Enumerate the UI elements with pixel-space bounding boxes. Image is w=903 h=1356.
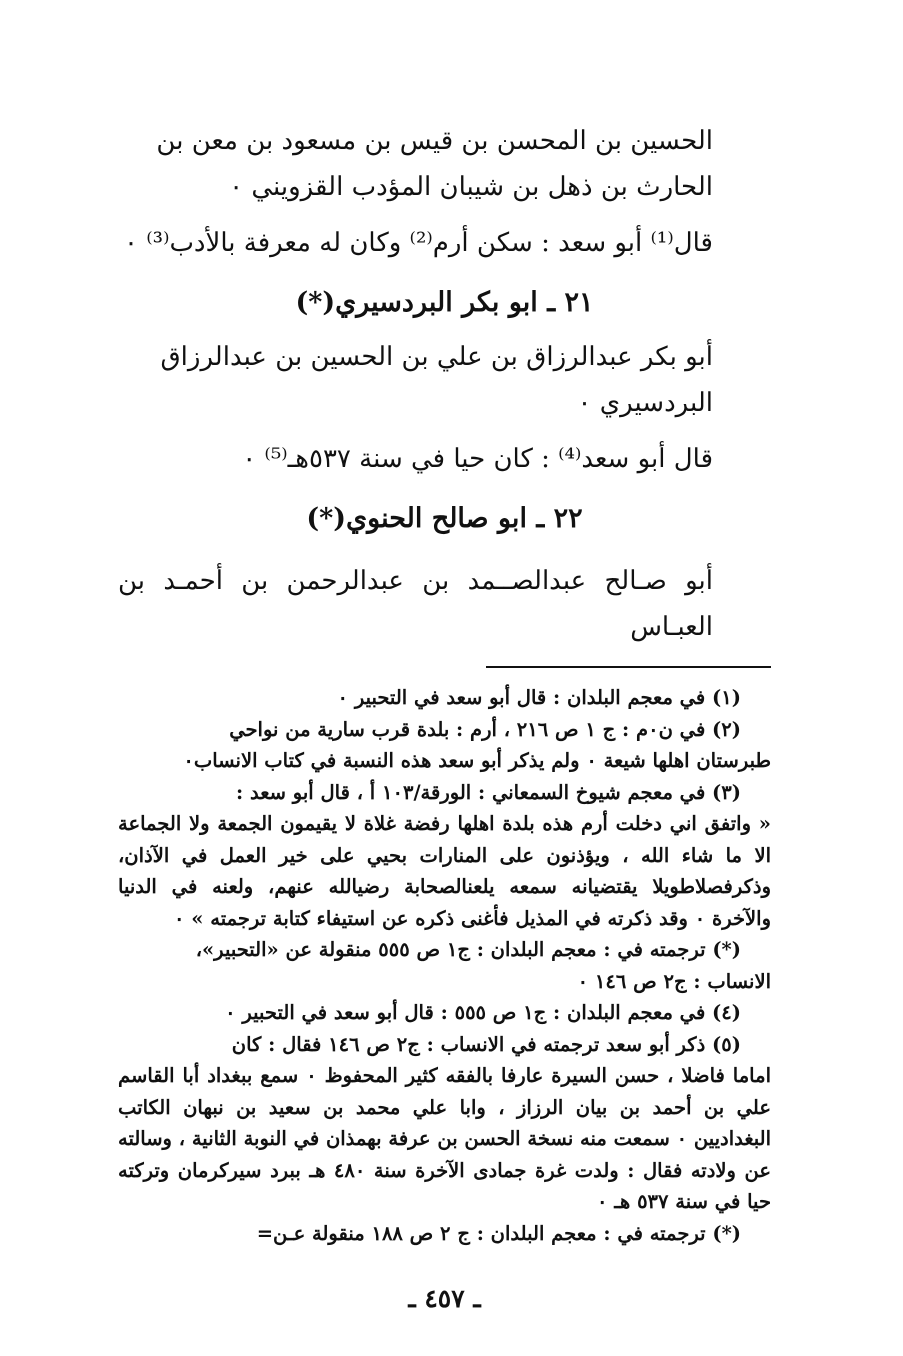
footnotes xyxy=(118,682,771,1249)
paragraph-lineage: الحسين بن المحسن بن قيس بن مسعود بن معن بن الحارث بن ذهل بن شيبان المؤدب القزويني ٠ xyxy=(156,126,713,202)
paragraph-abu-saad-quote: قال⁽¹⁾ أبو سعد : سكن أرم⁽²⁾ وكان له معرفة بالأدب⁽³⁾ ٠ xyxy=(124,228,713,258)
footnote-star-1: (*) ترجمته في : معجم البلدان : ج١ ص ٥٥٥ منقولة عن «التحبير»، xyxy=(195,938,741,961)
footnote-2-continued: طبرستان اهلها شيعة ٠ ولم يذكر أبو سعد هذه النسبة في كتاب الانساب٠ xyxy=(183,749,771,772)
footnote-3-quote: « واتفق اني دخلت أرم هذه بلدة اهلها رفضة غلاة لا يقيمون الجمعة ولا الجماعة الا ما شاء الله ، ويؤذنون على المنارات بحيي على خير العمل في الآذان، وذكرفصلاطويلا يقتضيانه سمعه يلعنالصحابة رضيالله عنهم، ولعنه في الدنيا والآخرة ٠ وقد ذكرته في المذيل فأغنى ذكره عن استيفاء كتابة ترجمته » ٠ xyxy=(118,812,771,930)
footnote-5-continued: اماما فاضلا ، حسن السيرة عارفا بالفقه كثير المحفوظ ٠ سمع ببغداد أبا القاسم علي بن أحمد بن بيان الرزاز ، وابا علي محمد بن سعيد بن نبهان الكاتب البغداديين ٠ سمعت منه نسخة الحسن بن عرفة بهمذان في النوبة الثانية ، وسالته عن ولادته فقال : ولدت غرة جمادى الآخرة سنة ٤٨٠ هـ ببرد سيركرمان وتركته حيا في سنة ٥٣٧ هـ ٠ xyxy=(118,1064,771,1213)
paragraph-abu-saad-year: قال أبو سعد⁽⁴⁾ : كان حيا في سنة ٥٣٧هـ⁽⁵⁾ ٠ xyxy=(242,444,713,474)
entry-heading-21: ٢١ ـ ابو بكر البردسيري(*) xyxy=(295,287,594,318)
footnote-2: (٢) في ن٠م : ج ١ ص ٢١٦ ، أرم : بلدة قرب سارية من نواحي xyxy=(229,717,741,741)
footnote-star-2: (*) ترجمته في : معجم البلدان : ج ٢ ص ١٨٨ منقولة عـن= xyxy=(256,1221,741,1245)
footnote-4: (٤) في معجم البلدان : ج١ ص ٥٥٥ : قال أبو سعد في التحبير ٠ xyxy=(225,1001,741,1024)
footnote-3: (٣) في معجم شيوخ السمعاني : الورقة/١٠٣ أ ، قال أبو سعد : xyxy=(236,780,741,804)
page-number: ـ ٤٥٧ ـ xyxy=(408,1284,481,1313)
footnote-divider xyxy=(486,666,771,668)
footnote-star-1-continued: الانساب : ج٢ ص ١٤٦ ٠ xyxy=(577,969,771,993)
main-text xyxy=(118,118,771,650)
paragraph-name-hanawi: أبو صـالح عبدالصــمد بن عبدالرحمن بن أحمـد بن العبـاس xyxy=(118,566,713,642)
paragraph-name-bardasiri: أبو بكر عبدالرزاق بن علي بن الحسين بن عبدالرزاق البردسيري ٠ xyxy=(160,342,713,418)
entry-heading-22: ٢٢ ـ ابو صالح الحنوي(*) xyxy=(306,503,583,534)
footnote-5: (٥) ذكر أبو سعد ترجمته في الانساب : ج٢ ص ١٤٦ فقال : كان xyxy=(231,1032,741,1056)
footnote-1: (١) في معجم البلدان : قال أبو سعد في التحبير ٠ xyxy=(337,686,741,709)
